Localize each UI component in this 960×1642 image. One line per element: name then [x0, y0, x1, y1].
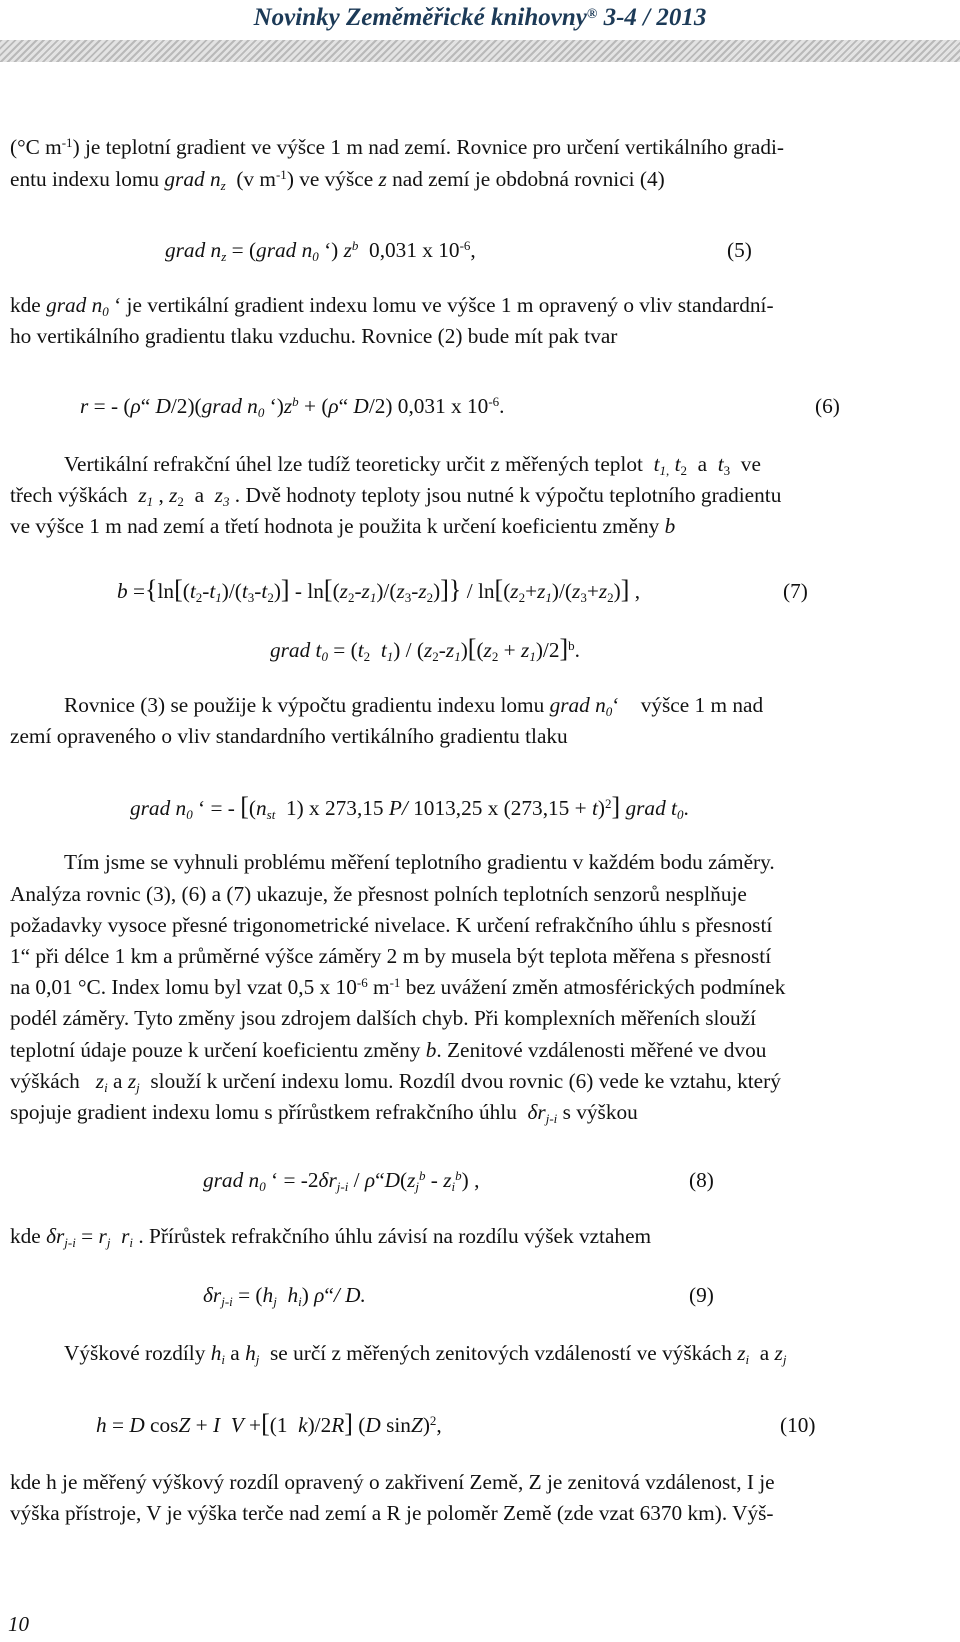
text-line: Analýza rovnic (3), (6) a (7) ukazuje, že přesnost polních teplotních senzorů nesplňuje: [10, 882, 747, 906]
text-line: spojuje gradient indexu lomu s přírůstkem refrakčního úhlu $\delta r_{j-i}$ s výškou: [10, 1100, 638, 1126]
text-line: 1“ při délce 1 km a průměrné výšce záměry 2 m by musela být teplota měřena s přesností: [10, 944, 772, 968]
running-header: [0, 4, 960, 32]
text-line: podél záměry. Tyto změny jsou zdrojem dalších chyb. Při komplexních měřeních slouží: [10, 1006, 757, 1030]
equation-10: h = D cosZ + I V +[(1 k)/2R] (D sinZ)$^2$,: [96, 1409, 442, 1438]
equation-number: (6): [815, 394, 840, 418]
equation-6: r = - (ρ“ D/2)(grad $n_0$ ‘)$z^b$ + (ρ“ D/2) 0,031 x $10^{-6}$.: [80, 394, 505, 420]
equation-number: (7): [783, 579, 808, 603]
text-line: ho vertikálního gradientu tlaku vzduchu. Rovnice (2) bude mít pak tvar: [10, 324, 618, 348]
equation-number: (9): [689, 1283, 714, 1307]
text-line: kde grad $n_0$ ‘ je vertikální gradient indexu lomu ve výšce 1 m opravený o vliv standardní-: [10, 293, 774, 319]
text-line: kde h je měřený výškový rozdíl opravený o zakřivení Země, Z je zenitová vzdálenost, I je: [10, 1470, 775, 1494]
equation-number: (8): [689, 1168, 714, 1192]
equation-number: (5): [727, 238, 752, 262]
text-line: požadavky vysoce přesné trigonometrické nivelace. K určení refrakčního úhlu s přesností: [10, 913, 773, 937]
journal-title: Novinky Zeměměřické knihovny: [253, 4, 587, 31]
text-line: Vertikální refrakční úhel lze tudíž teoreticky určit z měřených teplot $t_{1,}$ $t_2$ a $t_3$ ve: [64, 452, 761, 478]
text-line: výškách $z_i$ a $z_j$ slouží k určení indexu lomu. Rozdíl dvou rovnic (6) vede ke vztahu, který: [10, 1069, 781, 1095]
text-line: výška přístroje, V je výška terče nad zemí a R je poloměr Země (zde vzat 6370 km). Výš-: [10, 1501, 774, 1525]
text-line: Rovnice (3) se použije k výpočtu gradientu indexu lomu grad $n_0‘$ výšce 1 m nad: [64, 693, 764, 719]
equation-number: (10): [780, 1413, 816, 1437]
equation-9: $\delta r_{j-i} = (h_j$ $h_i$) ρ“/ D.: [203, 1283, 366, 1309]
text-line: Tím jsme se vyhnuli problému měření teplotního gradientu v každém bodu záměry.: [64, 850, 775, 874]
equation-grad-n0: grad $n_0$ ‘ = - [($n_{st}$ 1) x 273,15 P/ 1013,25 x $(273,15 + t)^2$] grad $t_0$.: [130, 792, 689, 822]
text-line: kde $\delta r_{j-i} = r_j$ $r_i$ . Přírůstek refrakčního úhlu závisí na rozdílu výšek vztahem: [10, 1224, 652, 1250]
text-line: na 0,01 °C. Index lomu byl vzat 0,5 x $10^{-6}$ $m^{-1}$ bez uvážení změn atmosférických podmínek: [10, 975, 786, 999]
text-line: zemí opraveného o vliv standardního vertikálního gradientu tlaku: [10, 724, 568, 748]
text-line: (°C $m^{-1}$) je teplotní gradient ve výšce 1 m nad zemí. Rovnice pro určení vertikálního gradi-: [10, 135, 785, 159]
text-line: ve výšce 1 m nad zemí a třetí hodnota je použita k určení koeficientu změny b: [10, 514, 676, 538]
equation-grad-t0: grad $t_0 = (t_2$ $t_1) / (z_2-z_1)[(z_2 + z_1)/2]^b$.: [270, 634, 580, 664]
equation-5: grad $n_z$ = (grad $n_0$ ‘) $z^b$ 0,031 x $10^{-6}$,: [165, 238, 476, 264]
text-line: třech výškách $z_1$ , $z_2$ a $z_3$ . Dvě hodnoty teploty jsou nutné k výpočtu teplotního gradientu: [10, 483, 782, 509]
page-number: 10: [8, 1612, 29, 1636]
issue-number: 3-4 / 2013: [603, 4, 707, 31]
text-line: Výškové rozdíly $h_i$ a $h_j$ se určí z měřených zenitových vzdáleností ve výškách $z_i$ a $z_j$: [64, 1341, 787, 1367]
equation-7: $b =\{\ln[(t_2-t_1)/(t_3-t_2)] - \ln[(z_2-z_1)/(z_3-z_2)]\} / \ln[(z_2+z_1)/(z_3+z_2)]$ ,: [117, 575, 641, 605]
registered-mark: ®: [586, 7, 598, 22]
equation-8: grad $n_0$ ‘ = $-2\delta r_{j-i}$ / $\rho“D(z_j^b - z_i^b)$ ,: [203, 1168, 480, 1194]
text-line: teplotní údaje pouze k určení koeficientu změny b. Zenitové vzdálenosti měřené ve dvou: [10, 1038, 767, 1062]
text-line: entu indexu lomu grad $n_z$ (v $m^{-1}$) ve výšce z nad zemí je obdobná rovnici (4): [10, 167, 665, 193]
header-rule: [0, 40, 960, 62]
